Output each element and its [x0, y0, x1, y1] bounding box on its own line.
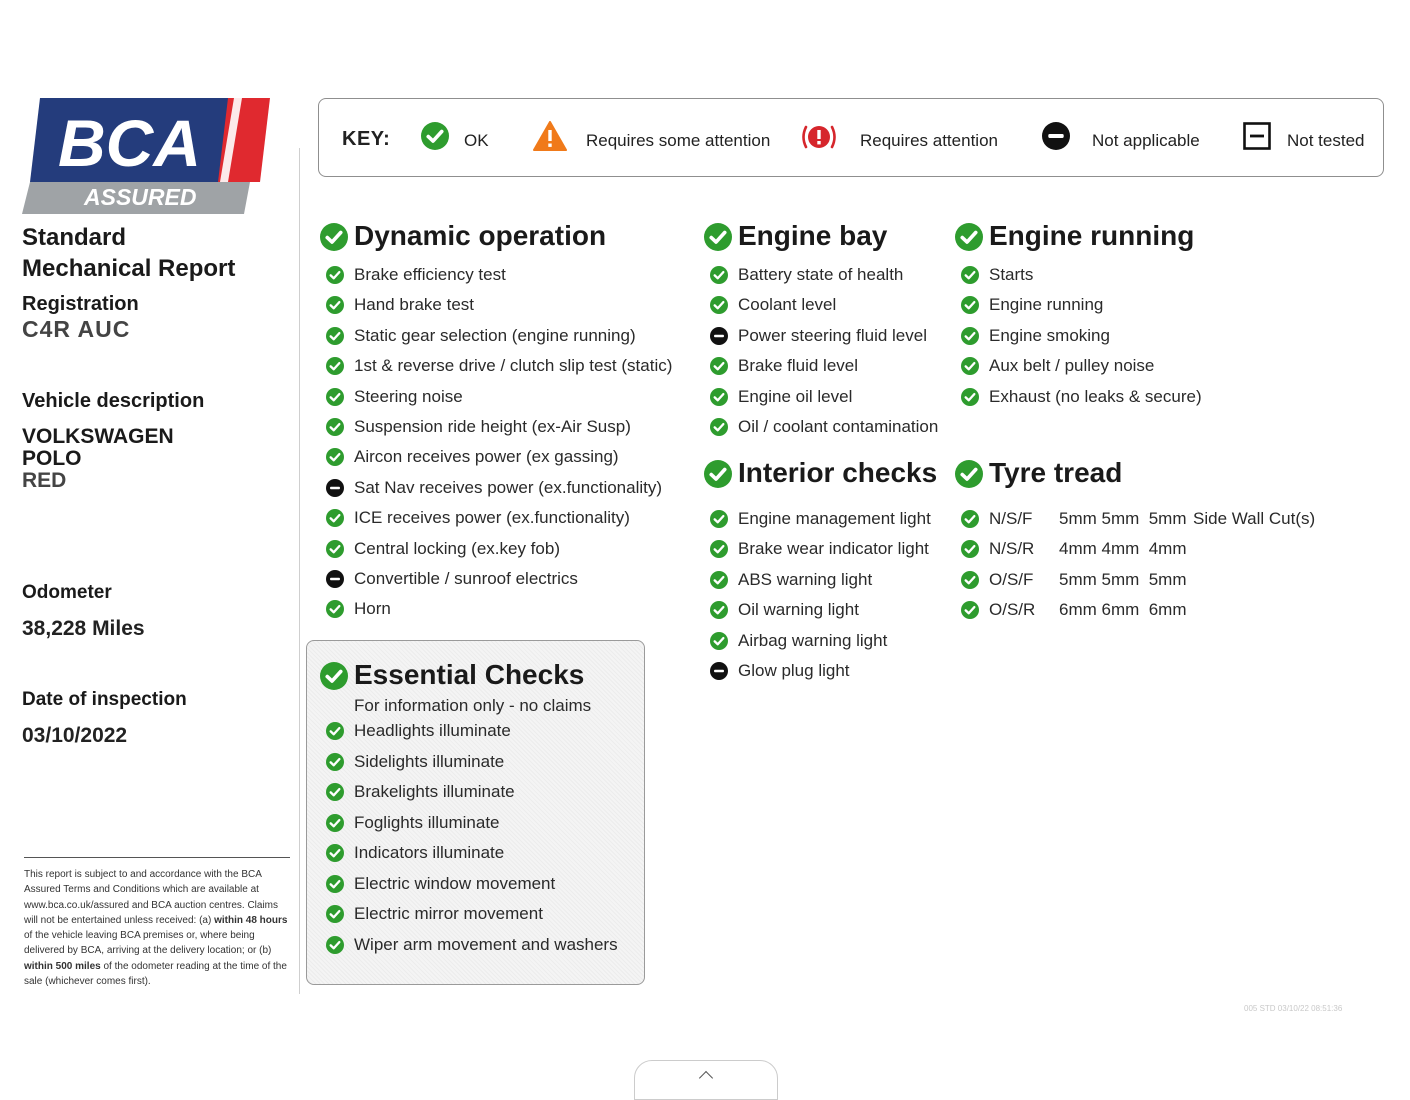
check-item-label: Aircon receives power (ex gassing)	[354, 447, 619, 467]
ok-icon	[710, 388, 728, 406]
ok-icon	[326, 905, 344, 923]
check-item-label: ABS warning light	[738, 569, 873, 589]
not-applicable-icon	[326, 479, 344, 497]
expand-handle[interactable]	[634, 1060, 778, 1100]
check-item-label: Horn	[354, 599, 391, 619]
odometer-label: Odometer	[22, 582, 112, 603]
check-item-label: Brakelights illuminate	[354, 782, 515, 801]
ok-icon	[326, 296, 344, 314]
bca-assured-logo	[22, 98, 270, 214]
check-item-label: Engine running	[989, 295, 1104, 315]
ok-icon	[710, 632, 728, 650]
ok-icon	[326, 266, 344, 284]
check-item-label: Convertible / sunroof electrics	[354, 569, 578, 588]
check-item-label: Exhaust (no leaks & secure)	[989, 386, 1202, 406]
check-item-label: Sat Nav receives power (ex.functionality)	[354, 477, 663, 497]
logo-sub: ASSURED	[84, 184, 197, 210]
ok-icon	[961, 510, 979, 528]
check-item-label: Power steering fluid level	[738, 325, 927, 345]
check-item-label: Foglights illuminate	[354, 812, 500, 832]
key-not-tested: Not tested	[1287, 131, 1365, 150]
ok-icon	[710, 571, 728, 589]
ok-icon	[326, 388, 344, 406]
check-item-label: Steering noise	[354, 386, 463, 406]
check-item-label: 1st & reverse drive / clutch slip test (static)	[354, 356, 673, 376]
report-title-line2: Mechanical Report	[22, 255, 236, 282]
ok-icon	[961, 296, 979, 314]
ok-icon	[961, 388, 979, 406]
tyre-position: N/S/R	[989, 539, 1035, 559]
check-item-label: Starts	[989, 265, 1034, 284]
ok-icon	[326, 418, 344, 436]
ok-icon	[326, 875, 344, 893]
check-item-label: Aux belt / pulley noise	[989, 356, 1155, 376]
ok-icon	[326, 600, 344, 618]
ok-icon	[320, 223, 348, 251]
check-item-label: Electric window movement	[354, 873, 556, 893]
check-item-label: Wiper arm movement and washers	[354, 934, 618, 954]
not-tested-icon	[1243, 122, 1271, 150]
report-title	[22, 222, 292, 284]
check-item-label: Indicators illuminate	[354, 843, 505, 862]
divider	[24, 857, 290, 858]
check-item-label: Engine management light	[738, 509, 931, 528]
ok-icon	[326, 357, 344, 375]
alert-icon	[800, 122, 838, 152]
report-title-line1: Standard	[22, 224, 127, 251]
ok-icon	[326, 783, 344, 801]
tyre-position: O/S/R	[989, 600, 1036, 620]
ok-icon	[326, 327, 344, 345]
check-item-label: Brake wear indicator light	[738, 539, 929, 559]
not-applicable-icon	[1042, 122, 1070, 150]
footer-code: 005 STD 03/10/22 08:51:36	[1244, 1004, 1343, 1013]
check-item-label: Brake fluid level	[738, 356, 859, 376]
ok-icon	[710, 266, 728, 284]
check-item-label: Airbag warning light	[738, 630, 888, 650]
check-item-label: Brake efficiency test	[354, 265, 506, 284]
ok-icon	[961, 540, 979, 558]
check-item-label: Headlights illuminate	[354, 721, 511, 740]
ok-icon	[421, 122, 449, 150]
registration-value: C4R AUC	[22, 316, 131, 342]
disclaimer: This report is subject to and accordance with the BCA Assured Terms and Conditions which are available at www.bca.co.uk/assured and BCA auction centres. Claims will not be entertained unless received: (a) within 48 hours of the vehicle leaving BCA premises or, where being delivered by BCA, arriving at the delivery location; or (b) within 500 miles of the odometer reading at the time of the sale (whichever comes first).	[24, 869, 288, 988]
tyre-tread-values: 5mm 5mm 5mm	[1059, 509, 1187, 528]
tyre-note: Side Wall Cut(s)	[1193, 509, 1316, 528]
ok-icon	[326, 753, 344, 771]
ok-icon	[961, 571, 979, 589]
ok-icon	[326, 509, 344, 527]
ok-icon	[326, 844, 344, 862]
tyre-position: N/S/F	[989, 509, 1033, 528]
inspection-date-label: Date of inspection	[22, 689, 187, 710]
registration-label: Registration	[22, 293, 139, 315]
odometer-value: 38,228 Miles	[22, 617, 145, 640]
check-item-label: ICE receives power (ex.functionality)	[354, 508, 630, 528]
ok-icon	[710, 510, 728, 528]
key-requires-attention: Requires attention	[860, 131, 998, 150]
check-item-label: Static gear selection (engine running)	[354, 325, 636, 345]
check-item-label: Oil warning light	[738, 600, 859, 620]
check-item-label: Hand brake test	[354, 295, 475, 315]
ok-icon	[710, 601, 728, 619]
vehicle-colour: RED	[22, 469, 67, 492]
ok-icon	[326, 448, 344, 466]
ok-icon	[961, 357, 979, 375]
key-requires-some-attention: Requires some attention	[586, 131, 771, 150]
not-applicable-icon	[326, 570, 344, 588]
check-item-label: Engine smoking	[989, 325, 1110, 345]
check-item-label: Coolant level	[738, 295, 837, 315]
key-ok: OK	[464, 131, 489, 150]
ok-icon	[320, 662, 348, 690]
check-item-label: Suspension ride height (ex-Air Susp)	[354, 417, 631, 436]
tyre-tread-values: 4mm 4mm 4mm	[1059, 539, 1187, 559]
vehicle-description-label: Vehicle description	[22, 390, 205, 412]
ok-icon	[961, 327, 979, 345]
ok-icon	[710, 540, 728, 558]
ok-icon	[961, 601, 979, 619]
tyre-tread-values: 6mm 6mm 6mm	[1059, 600, 1187, 620]
not-applicable-icon	[710, 327, 728, 345]
check-item-label: Battery state of health	[738, 265, 904, 284]
ok-icon	[704, 460, 732, 488]
key-not-applicable: Not applicable	[1092, 131, 1200, 150]
ok-icon	[326, 814, 344, 832]
ok-icon	[710, 357, 728, 375]
ok-icon	[326, 540, 344, 558]
ok-icon	[704, 223, 732, 251]
vehicle-make: VOLKSWAGEN	[22, 425, 174, 448]
check-item-label: Sidelights illuminate	[354, 751, 505, 771]
check-item-label: Engine oil level	[738, 386, 853, 406]
check-item-label: Glow plug light	[738, 661, 850, 680]
ok-icon	[710, 296, 728, 314]
check-item-label: Central locking (ex.key fob)	[354, 538, 560, 558]
not-applicable-icon	[710, 662, 728, 680]
warning-triangle-icon	[533, 121, 567, 151]
inspection-date-value: 03/10/2022	[22, 724, 128, 747]
ok-icon	[955, 223, 983, 251]
essential-checks-subtitle: For information only - no claims	[354, 696, 592, 715]
check-item-label: Electric mirror movement	[354, 904, 543, 923]
ok-icon	[326, 722, 344, 740]
logo-brand: BCA	[58, 106, 201, 180]
check-item-label: Oil / coolant contamination	[738, 417, 939, 436]
chevron-up-icon	[699, 1071, 713, 1085]
vehicle-description	[22, 426, 174, 492]
ok-icon	[955, 460, 983, 488]
tyre-position: O/S/F	[989, 569, 1034, 589]
key-title: KEY:	[342, 128, 391, 150]
vehicle-model: POLO	[22, 447, 82, 470]
ok-icon	[961, 266, 979, 284]
ok-icon	[710, 418, 728, 436]
tyre-tread-values: 5mm 5mm 5mm	[1059, 569, 1187, 589]
ok-icon	[326, 936, 344, 954]
column-divider	[299, 148, 300, 994]
